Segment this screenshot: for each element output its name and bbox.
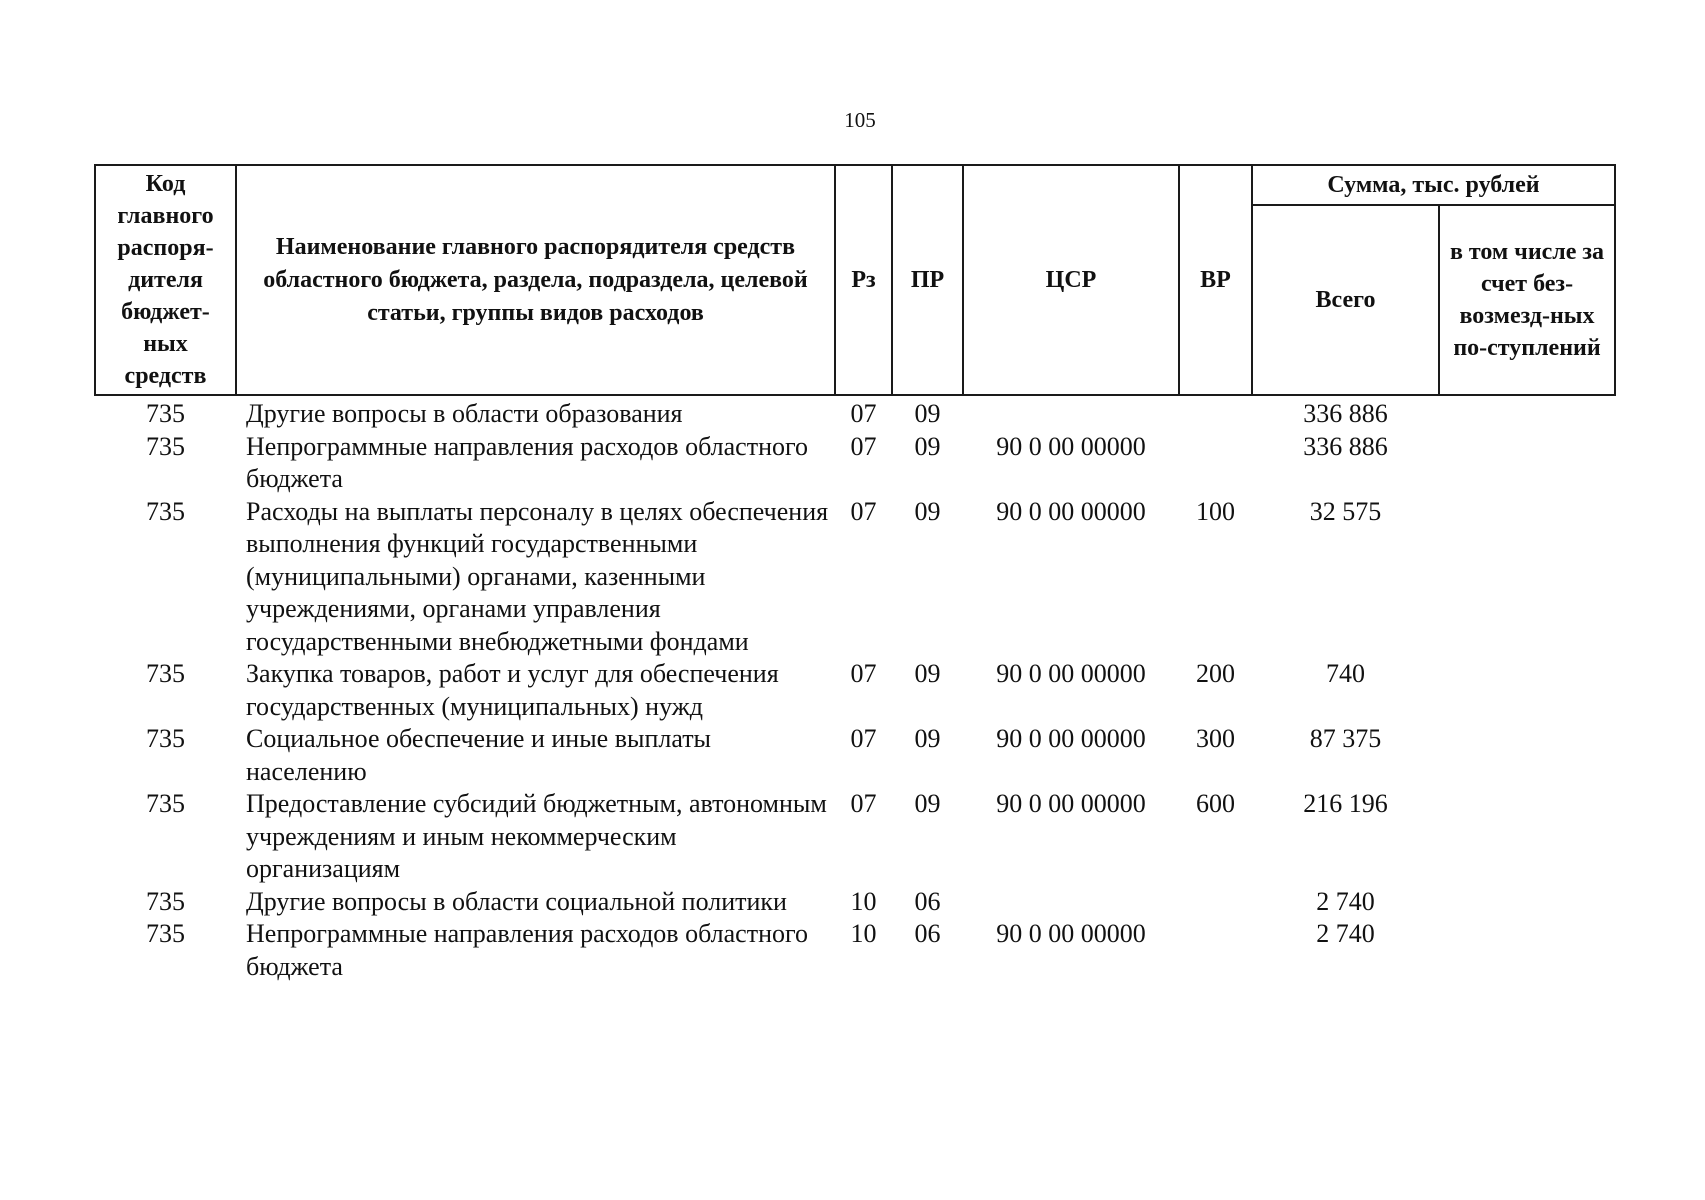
cell-rz: 07 <box>850 659 877 688</box>
cell-pr: 09 <box>914 431 941 461</box>
cell-code: 735 <box>146 496 185 526</box>
table-row <box>95 658 1615 723</box>
cell-rz: 10 <box>850 886 877 916</box>
cell-vr <box>1179 395 1252 431</box>
cell-free <box>1439 658 1615 723</box>
table-row <box>95 886 1615 919</box>
cell-pr: 06 <box>914 919 941 948</box>
cell-name: Непрограммные направления расходов областного бюджета <box>246 919 808 981</box>
header-sum: Сумма, тыс. рублей <box>1252 165 1615 205</box>
cell-pr: 09 <box>914 399 941 428</box>
table-row <box>95 788 1615 886</box>
header-vr: ВР <box>1179 165 1252 395</box>
cell-pr: 09 <box>914 659 941 688</box>
cell-free <box>1439 496 1615 659</box>
table-row <box>95 496 1615 659</box>
cell-pr: 06 <box>914 886 941 916</box>
cell-csr: 90 0 00 00000 <box>996 919 1146 948</box>
cell-code: 735 <box>146 789 185 818</box>
header-pr: ПР <box>892 165 963 395</box>
cell-rz: 07 <box>850 724 877 753</box>
cell-code: 735 <box>146 431 185 461</box>
header-name: Наименование главного распорядителя средств областного бюджета, раздела, подраздела, целевой статьи, группы видов расходов <box>236 165 835 395</box>
cell-pr: 09 <box>914 789 941 818</box>
cell-vr: 300 <box>1196 724 1235 753</box>
cell-csr <box>963 886 1179 919</box>
header-rz: Рз <box>835 165 892 395</box>
cell-pr: 09 <box>914 496 941 526</box>
cell-free <box>1439 431 1615 496</box>
cell-total: 336 886 <box>1303 431 1388 461</box>
cell-code: 735 <box>146 724 185 753</box>
cell-total: 2 740 <box>1316 886 1375 916</box>
table-row <box>95 431 1615 496</box>
cell-code: 735 <box>146 919 185 948</box>
cell-vr: 100 <box>1196 496 1235 526</box>
cell-code: 735 <box>146 659 185 688</box>
header-free: в том числе за счет без-возмезд-ных по-ступлений <box>1439 205 1615 395</box>
table-row <box>95 723 1615 788</box>
cell-free <box>1439 395 1615 431</box>
header-row <box>95 165 1615 205</box>
cell-name: Социальное обеспечение и иные выплаты населению <box>246 724 712 786</box>
cell-name: Непрограммные направления расходов областного бюджета <box>246 431 808 493</box>
cell-code: 735 <box>146 399 185 428</box>
cell-rz: 07 <box>850 496 877 526</box>
cell-vr: 600 <box>1196 789 1235 818</box>
cell-rz: 10 <box>850 919 877 948</box>
cell-name: Закупка товаров, работ и услуг для обеспечения государственных (муниципальных) нужд <box>246 659 779 721</box>
cell-name: Предоставление субсидий бюджетным, автономным учреждениям и иным некоммерческим организациям <box>246 789 827 883</box>
cell-csr: 90 0 00 00000 <box>996 496 1146 526</box>
cell-vr <box>1179 886 1252 919</box>
cell-vr <box>1179 918 1252 983</box>
cell-rz: 07 <box>850 399 877 428</box>
cell-csr: 90 0 00 00000 <box>996 789 1146 818</box>
table-row <box>95 918 1615 983</box>
cell-total: 336 886 <box>1303 399 1388 428</box>
header-csr: ЦСР <box>963 165 1179 395</box>
cell-csr: 90 0 00 00000 <box>996 431 1146 461</box>
cell-free <box>1439 918 1615 983</box>
cell-total: 87 375 <box>1309 724 1382 753</box>
cell-code: 735 <box>146 886 185 916</box>
cell-total: 32 575 <box>1309 496 1382 526</box>
cell-pr: 09 <box>914 724 941 753</box>
cell-vr <box>1179 431 1252 496</box>
cell-free <box>1439 788 1615 886</box>
cell-name: Расходы на выплаты персоналу в целях обеспечения выполнения функций государственными (муниципальными) органами, казенными учреждениями, органами управления государственными внебюджетными фондами <box>246 496 829 656</box>
budget-table <box>94 164 1616 983</box>
cell-csr <box>963 395 1179 431</box>
cell-csr: 90 0 00 00000 <box>996 659 1146 688</box>
cell-total: 216 196 <box>1303 789 1388 818</box>
table-body <box>95 395 1615 983</box>
cell-total: 740 <box>1326 659 1365 688</box>
cell-rz: 07 <box>850 431 877 461</box>
cell-rz: 07 <box>850 789 877 818</box>
table-row <box>95 395 1615 431</box>
cell-free <box>1439 723 1615 788</box>
cell-name: Другие вопросы в области социальной политики <box>246 886 787 916</box>
cell-free <box>1439 886 1615 919</box>
cell-vr: 200 <box>1196 659 1235 688</box>
page-number: 105 <box>844 108 876 132</box>
header-code: Код главного распоря-дителя бюджет-ных средств <box>95 165 236 395</box>
cell-csr: 90 0 00 00000 <box>996 724 1146 753</box>
cell-total: 2 740 <box>1316 919 1375 948</box>
header-total: Всего <box>1252 205 1439 395</box>
cell-name: Другие вопросы в области образования <box>246 399 683 428</box>
